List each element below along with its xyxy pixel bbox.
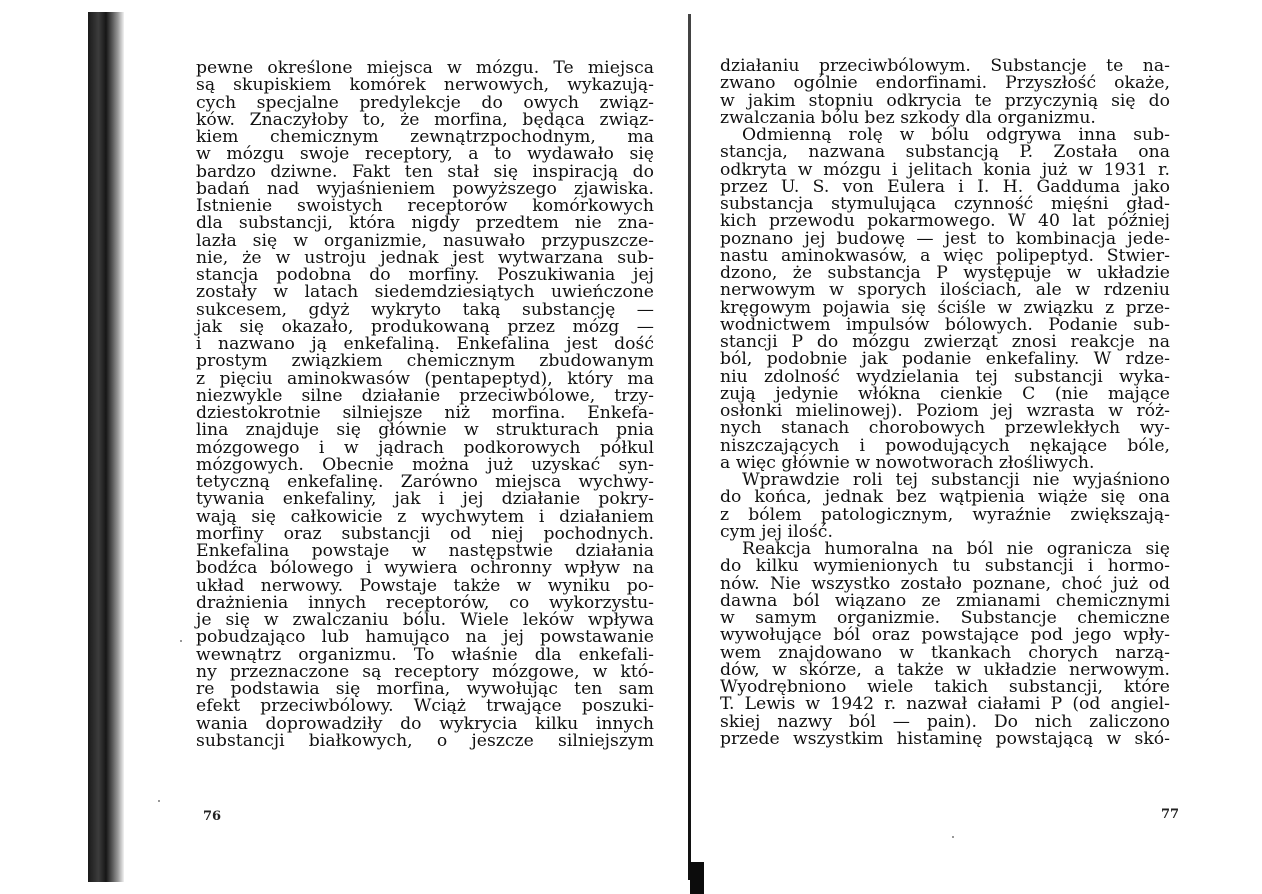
text-line: wewnątrz organizmu. To właśnie dla enkefali- xyxy=(196,644,654,665)
text-line: wywołujące ból oraz powstające pod jego wpły- xyxy=(720,625,1170,646)
text-line: nów. Nie wszystko zostało poznane, choć już od xyxy=(720,573,1170,594)
text-line: z pięciu aminokwasów (pentapeptyd), który ma xyxy=(196,368,654,389)
text-line: układ nerwowy. Powstaje także w wyniku po- xyxy=(196,575,654,596)
text-line: bardzo dziwne. Fakt ten stał się inspiracją do xyxy=(196,161,654,182)
text-line: osłonki mielinowej). Poziom jej wzrasta w róż- xyxy=(720,401,1170,421)
text-line: re podstawia się morfina, wywołując ten sam xyxy=(196,679,654,699)
text-line: Istnienie swoistych receptorów komórkowych xyxy=(196,196,654,216)
text-line: mózgowego i w jądrach podkorowych półkul xyxy=(196,437,654,458)
text-line: pobudzająco lub hamująco na jej powstawanie xyxy=(196,627,654,648)
gutter-shadow xyxy=(690,862,704,894)
text-line: niu zdolność wydzielania tej substancji wyka- xyxy=(720,366,1170,387)
text-line: efekt przeciwbólowy. Wciąż trwające poszuki- xyxy=(196,696,654,717)
paragraph-start-line: Wprawdzie roli tej substancji nie wyjaśniono xyxy=(742,470,1170,490)
text-line: ból, podobnie jak podanie enkefaliny. W rdze- xyxy=(720,349,1170,370)
text-line: kich przewodu pokarmowego. W 40 lat później xyxy=(720,211,1170,232)
text-line: nerwowym w sporych ilościach, ale w rdzeniu xyxy=(720,280,1170,301)
paragraph-start-line: Reakcja humoralna na ból nie ogranicza się xyxy=(742,539,1170,559)
text-line: są skupiskiem komórek nerwowych, wykazują- xyxy=(196,75,654,96)
text-line: cym jej ilość. xyxy=(720,521,833,542)
text-line: działaniu przeciwbólowym. Substancje te na- xyxy=(720,56,1170,76)
text-line: kiem chemicznym zewnątrzpochodnym, ma xyxy=(196,127,654,147)
text-line: poznano jej budowę — jest to kombinacja jede- xyxy=(720,228,1170,249)
text-line: a więc głównie w nowotworach złośliwych. xyxy=(720,452,1095,473)
text-line: niszczających i powodujących nękające bóle, xyxy=(720,435,1170,456)
text-line: przez U. S. von Eulera i I. H. Gadduma jako xyxy=(720,176,1170,197)
text-line: wania doprowadziły do wykrycia kilku innych xyxy=(196,713,654,734)
text-line: nastu aminokwasów, a więc polipeptyd. Stwier- xyxy=(720,245,1170,266)
text-line: mózgowych. Obecnie można już uzyskać syn- xyxy=(196,454,654,475)
scan-speck xyxy=(952,836,954,838)
text-line: badań nad wyjaśnieniem powyższego zjawiska. xyxy=(196,178,654,199)
text-line: stancja podobna do morfiny. Poszukiwania jej xyxy=(196,265,654,285)
text-line: dla substancji, która nigdy przedtem nie zna- xyxy=(196,213,654,234)
text-line: Enkefalina powstaje w następstwie działania xyxy=(196,541,654,561)
text-line: dawna ból wiązano ze zmianami chemicznymi xyxy=(720,590,1170,611)
text-line: lazła się w organizmie, nasuwało przypuszcze- xyxy=(196,230,654,251)
text-line: sukcesem, gdyż wykryto taką substancję — xyxy=(196,299,654,320)
text-line: T. Lewis w 1942 r. nazwał ciałami P (od angiel- xyxy=(720,694,1170,715)
text-line: pewne określone miejsca w mózgu. Te miejsca xyxy=(196,58,654,78)
text-line: i nazwano ją enkefaliną. Enkefalina jest dość xyxy=(196,334,654,354)
text-line: zwano ogólnie endorfinami. Przyszłość okaże, xyxy=(720,73,1170,94)
text-line: nie, że w ustroju jednak jest wytwarzana sub- xyxy=(196,247,654,268)
text-line: drażnienia innych receptorów, co wykorzystu- xyxy=(196,592,654,613)
left-page-number: 76 xyxy=(203,809,222,824)
text-line: przede wszystkim histaminę powstającą w skó- xyxy=(720,728,1170,749)
text-line: morfiny oraz substancji od niej pochodnych. xyxy=(196,523,654,544)
text-line: nych stanach chorobowych przewlekłych wy- xyxy=(720,418,1170,439)
left-page xyxy=(196,60,678,750)
text-line: dów, w skórze, a także w układzie nerwowym. xyxy=(720,659,1170,680)
text-line: do końca, jednak bez wątpienia wiąże się ona xyxy=(720,487,1170,508)
text-line: niezwykle silne działanie przeciwbólowe, trzy- xyxy=(196,385,654,406)
text-line: prostym związkiem chemicznym zbudowanym xyxy=(196,351,654,372)
text-line: tetyczną enkefalinę. Zarówno miejsca wychwy- xyxy=(196,472,654,492)
text-line: jak się okazało, produkowaną przez mózg — xyxy=(196,316,654,337)
text-line: zostały w latach siedemdziesiątych uwieńczone xyxy=(196,282,654,303)
text-line: w samym organizmie. Substancje chemiczne xyxy=(720,608,1170,628)
right-page xyxy=(720,58,1192,748)
scan-speck xyxy=(158,800,160,802)
text-line: w jakim stopniu odkrycia te przyczynią się do xyxy=(720,90,1170,111)
text-line: do kilku wymienionych tu substancji i hormo- xyxy=(720,556,1170,577)
text-line: lina znajduje się głównie w strukturach pnia xyxy=(196,420,654,441)
scan-speck xyxy=(180,640,182,642)
text-line: kręgowym pojawia się ściśle w związku z prze- xyxy=(720,297,1170,318)
paragraph-start-line: Odmienną rolę w bólu odgrywa inna sub- xyxy=(742,125,1170,145)
text-line: substancji białkowych, o jeszcze silniejszym xyxy=(196,730,654,751)
text-line: cych specjalne predylekcje do owych związ- xyxy=(196,92,654,113)
text-line: zwalczania bólu bez szkody dla organizmu. xyxy=(720,107,1096,128)
text-line: zują jedynie włókna cienkie C (nie mające xyxy=(720,383,1170,404)
text-line: ny przeznaczone są receptory mózgowe, w któ- xyxy=(196,661,654,682)
text-line: wodnictwem impulsów bólowych. Podanie sub- xyxy=(720,314,1170,335)
right-page-number: 77 xyxy=(1161,807,1180,822)
text-line: w mózgu swoje receptory, a to wydawało się xyxy=(196,144,654,165)
text-line: dziestokrotnie silniejsze niż morfina. Enkefa- xyxy=(196,403,654,423)
text-line: wają się całkowicie z wychwytem i działaniem xyxy=(196,506,654,527)
text-line: je się w zwalczaniu bólu. Wiele leków wpływa xyxy=(196,610,654,630)
text-line: Wyodrębniono wiele takich substancji, które xyxy=(720,677,1170,697)
text-line: z bólem patologicznym, wyraźnie zwiększają- xyxy=(720,504,1170,525)
binding-edge-gradient xyxy=(118,12,124,882)
text-line: wem znajdowano w tkankach chorych narzą- xyxy=(720,642,1170,663)
text-line: bodźca bólowego i wywiera ochronny wpływ na xyxy=(196,558,654,579)
text-line: odkryta w mózgu i jelitach konia już w 1931 r. xyxy=(720,159,1170,180)
text-line: stancji P do mózgu zwierząt znosi reakcje na xyxy=(720,332,1170,352)
text-line: stancja, nazwana substancją P. Została ona xyxy=(720,142,1170,163)
text-line: skiej nazwy ból — pain). Do nich zaliczono xyxy=(720,711,1170,732)
text-line: substancja stymulująca czynność mięśni gład- xyxy=(720,194,1170,214)
text-line: tywania enkefaliny, jak i jej działanie pokry- xyxy=(196,489,654,510)
text-line: ków. Znaczyłoby to, że morfina, będąca związ- xyxy=(196,109,654,130)
page-gutter xyxy=(688,14,691,880)
text-line: dzono, że substancja P występuje w układzie xyxy=(720,263,1170,283)
book-binding-shadow xyxy=(88,12,118,882)
